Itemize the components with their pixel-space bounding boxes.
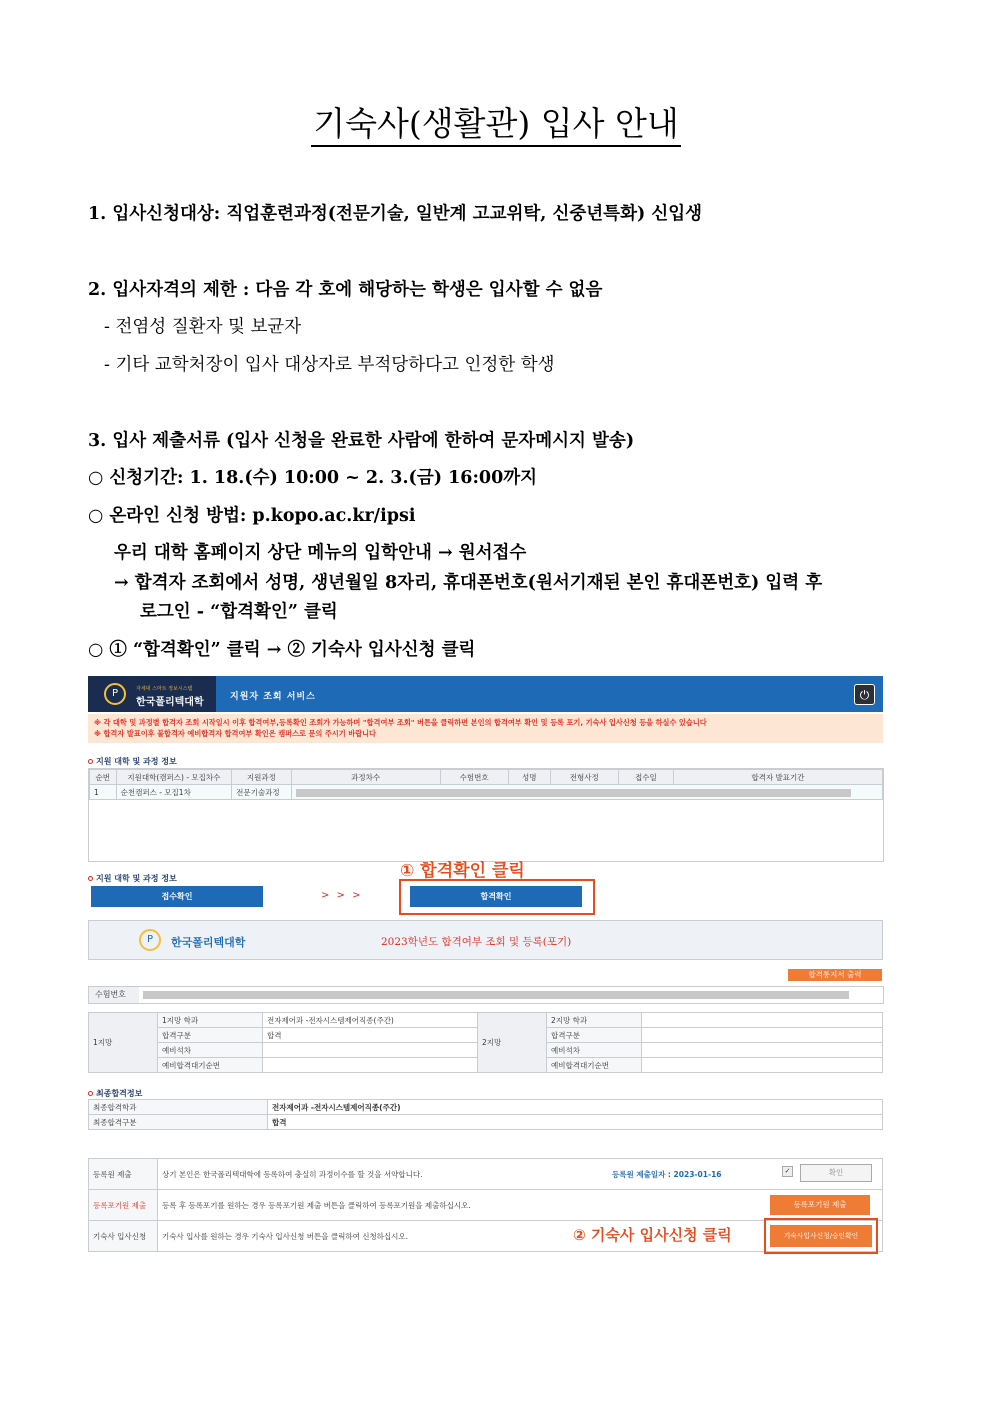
masked-value <box>143 991 849 999</box>
notice-line: ※ 합격자 발표이후 불합격자 예비합격자 합격여부 확인은 캠퍼스로 문의 주시기 바랍니다 <box>94 729 376 738</box>
confirm-button[interactable]: 확인 <box>800 1164 872 1182</box>
giveup-text: 등록 후 등록포기를 원하는 경우 등록포기원 제출 버튼을 클릭하여 등록포기원을 제출하십시오. <box>162 1200 471 1210</box>
exam-number-row <box>88 986 884 1004</box>
section-3: 3. 입사 제출서류 (입사 신청을 완료한 사람에 한하여 문자메시지 발송) <box>88 431 635 451</box>
field-value: 전자제어과 -전자시스템제어직종(주간) <box>263 1013 478 1028</box>
choice-table <box>88 1012 883 1073</box>
col-header: 지원대학(캠퍼스) - 모집차수 <box>116 770 232 785</box>
checkbox-checked-icon[interactable]: ✓ <box>782 1166 793 1177</box>
registration-table <box>88 1158 883 1252</box>
field-value <box>642 1028 883 1043</box>
field-value: 합격 <box>263 1028 478 1043</box>
section-heading: 최종합격정보 <box>88 1088 142 1099</box>
field-label: 기숙사 입사신청 <box>89 1221 158 1252</box>
col-header: 수험번호 <box>440 770 508 785</box>
cell: 전문기술과정 <box>232 785 291 800</box>
apply-method-line: 우리 대학 홈페이지 상단 메뉴의 입학안내 → 원서접수 <box>114 543 527 563</box>
col-header: 성명 <box>508 770 550 785</box>
col-header: 접수일 <box>618 770 673 785</box>
field-value <box>642 1013 883 1028</box>
notice-line: ※ 각 대학 및 과정별 합격자 조회 시작일시 이후 합격여부,등록확인 조회가 가능하며 "합격여부 조회" 버튼을 클릭하면 본인의 합격여부 확인 및 등록 포기, 기숙사 입사신청 등을 하실수 있습니다 <box>94 718 707 727</box>
logo-name: 한국폴리텍대학 <box>136 697 204 708</box>
field-label: 최종합격구분 <box>89 1115 268 1130</box>
section-2-item: - 기타 교학처장이 입사 대상자로 부적당하다고 인정한 학생 <box>104 355 555 375</box>
field-label: 합격구분 <box>547 1028 642 1043</box>
apply-method-line: → 합격자 조회에서 성명, 생년월일 8자리, 휴대폰번호(원서기재된 본인 휴대폰번호) 입력 후 <box>114 573 823 593</box>
bulb-logo-icon: P <box>139 929 161 951</box>
logo <box>88 676 216 712</box>
field-value: 합격 <box>268 1115 883 1130</box>
choice-1-label: 1지망 <box>89 1013 158 1073</box>
steps-line: ○ ① “합격확인” 클릭 → ② 기숙사 입사신청 클릭 <box>88 640 476 660</box>
section-2-item: - 전염성 질환자 및 보균자 <box>104 317 302 337</box>
field-label: 예비석차 <box>547 1043 642 1058</box>
dorm-apply-button[interactable]: 기숙사입사신청/승인확인 <box>770 1225 872 1247</box>
field-label: 2지망 학과 <box>547 1013 642 1028</box>
field-value <box>642 1043 883 1058</box>
annotation-dorm-apply: ② 기숙사 입사신청 클릭 <box>573 1226 732 1244</box>
power-icon[interactable]: ⏻ <box>854 684 875 705</box>
dorm-text: 기숙사 입사를 원하는 경우 기숙사 입사신청 버튼을 클릭하여 신청하십시오. <box>162 1231 409 1241</box>
col-header: 합격자 발표기간 <box>674 770 883 785</box>
col-header: 과정차수 <box>291 770 440 785</box>
choice-2-label: 2지망 <box>478 1013 547 1073</box>
annotation-pass-check: ① 합격확인 클릭 <box>400 861 525 881</box>
banner-title: 2023학년도 합격여부 조회 및 등록(포기) <box>381 936 572 948</box>
giveup-cell <box>158 1190 883 1221</box>
apply-method-line: 로그인 - “합격확인” 클릭 <box>140 602 338 622</box>
field-value <box>263 1058 478 1073</box>
field-label: 등록포기원 제출 <box>89 1190 158 1221</box>
apply-method: ○ 온라인 신청 방법: p.kopo.ac.kr/ipsi <box>88 506 416 526</box>
col-header: 지원과정 <box>232 770 291 785</box>
cell: 순천캠퍼스 - 모집1차 <box>116 785 232 800</box>
field-label: 예비합격대기순번 <box>547 1058 642 1073</box>
field-label: 등록원 제출 <box>89 1159 158 1190</box>
field-value <box>263 1043 478 1058</box>
arrows: > > > <box>321 890 363 901</box>
service-title: 지원자 조회 서비스 <box>230 692 316 702</box>
section-2: 2. 입사자격의 제한 : 다음 각 호에 해당하는 학생은 입사할 수 없음 <box>88 280 603 300</box>
logo-subtitle: 자세대 스마트 정보시스템 <box>136 686 193 692</box>
section-heading: 지원 대학 및 과정 정보 <box>88 873 177 884</box>
exam-number-label: 수험번호 <box>89 987 139 1003</box>
result-banner <box>88 920 883 960</box>
field-value <box>642 1058 883 1073</box>
field-value: 전자제어과 -전자시스템제어직종(주간) <box>268 1100 883 1115</box>
field-label: 1지망 학과 <box>158 1013 263 1028</box>
banner-logo: 한국폴리텍대학 <box>171 936 246 949</box>
final-table <box>88 1099 883 1130</box>
field-label: 예비석차 <box>158 1043 263 1058</box>
field-label: 최종합격학과 <box>89 1100 268 1115</box>
field-label: 예비합격대기순번 <box>158 1058 263 1073</box>
col-header: 전형사정 <box>550 770 618 785</box>
pass-check-button[interactable]: 합격확인 <box>410 886 582 907</box>
application-table <box>89 769 883 800</box>
page-title: 기숙사(생활관) 입사 안내 <box>0 98 992 145</box>
receipt-check-button[interactable]: 접수확인 <box>91 886 263 907</box>
section-heading: 지원 대학 및 과정 정보 <box>88 756 177 767</box>
notice <box>88 714 883 743</box>
table-row[interactable] <box>90 785 883 800</box>
registration-cell <box>158 1159 883 1190</box>
section-1: 1. 입사신청대상: 직업훈련과정(전문기술, 일반계 고교위탁, 신중년특화) 신입생 <box>88 204 703 224</box>
masked-cell <box>291 785 882 800</box>
service-screenshot <box>88 676 885 1256</box>
registration-text: 상기 본인은 한국폴리텍대학에 등록하여 충실히 과정이수를 할 것을 서약합니다. <box>162 1169 423 1179</box>
cell: 1 <box>90 785 117 800</box>
field-label: 합격구분 <box>158 1028 263 1043</box>
col-header: 순번 <box>90 770 117 785</box>
application-table-box <box>88 768 884 862</box>
print-notice-button[interactable]: 합격통지서 출력 <box>788 969 882 981</box>
registration-date: 등록원 제출일자 : 2023-01-16 <box>612 1170 722 1179</box>
giveup-submit-button[interactable]: 등록포기원 제출 <box>770 1195 870 1215</box>
apply-period: ○ 신청기간: 1. 18.(수) 10:00 ~ 2. 3.(금) 16:00까지 <box>88 468 538 488</box>
bulb-logo-icon: P <box>104 683 126 705</box>
dorm-cell <box>158 1221 883 1252</box>
top-bar <box>88 676 883 712</box>
